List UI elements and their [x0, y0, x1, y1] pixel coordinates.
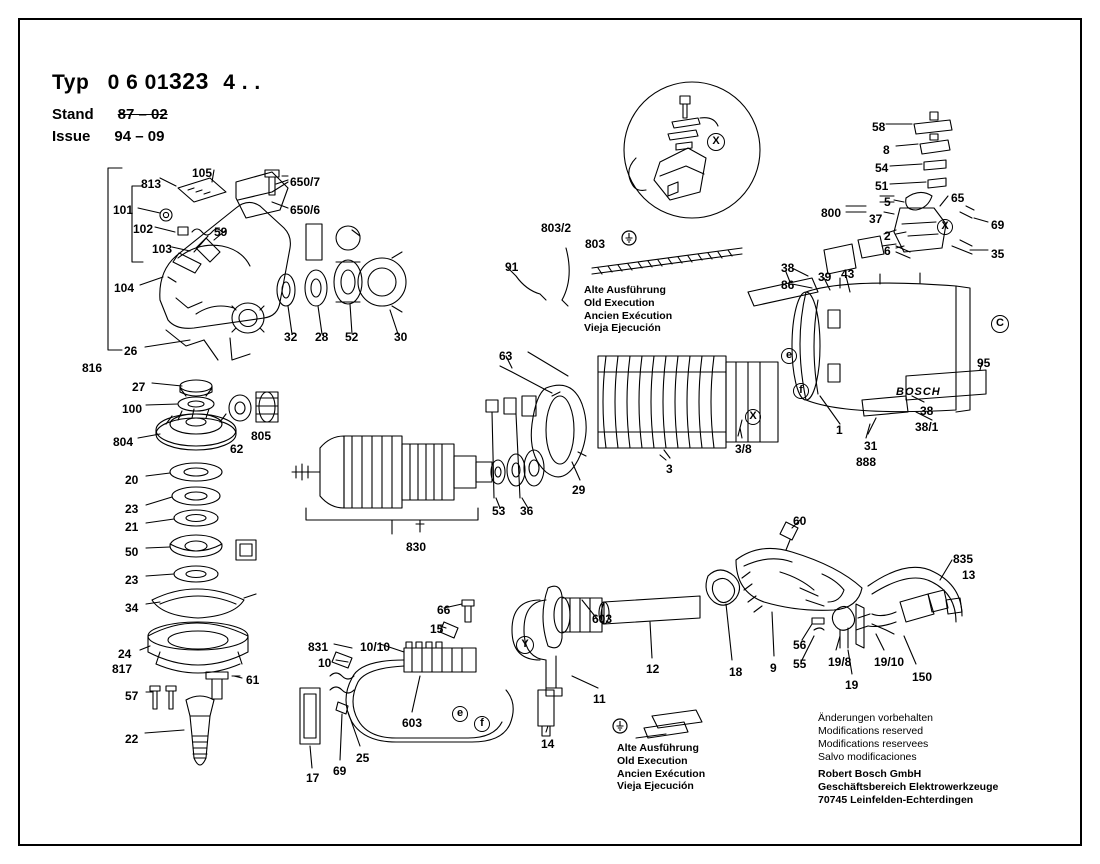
alt-note-line-de: Alte Ausführung: [584, 284, 666, 296]
issue-row: [52, 128, 164, 145]
part-callout-23: 23: [125, 502, 139, 516]
page-title: [52, 68, 261, 95]
alt-note-line-es: Vieja Ejecución: [584, 322, 661, 335]
disclaimer-line-1: Änderungen vorbehalten: [818, 712, 934, 724]
part-callout-817: 817: [112, 662, 133, 676]
part-callout-603: 603: [402, 716, 423, 730]
bosch-logo: BOSCH: [896, 386, 941, 398]
part-callout-69: 69: [991, 218, 1005, 232]
part-callout-66: 66: [437, 603, 451, 617]
part-callout-38-1: 38/1: [915, 420, 939, 434]
part-callout-12: 12: [646, 662, 660, 676]
part-callout-91: 91: [505, 260, 519, 274]
part-callout-603: 603: [592, 612, 613, 626]
typ-number-prefix: 0 6 01: [107, 71, 170, 94]
part-callout-19: 19: [845, 678, 859, 692]
part-callout-36: 36: [520, 504, 534, 518]
part-callout-95: 95: [977, 356, 991, 370]
part-callout-28: 28: [315, 330, 329, 344]
circled-mark-f-3: f: [793, 383, 809, 399]
part-callout-888: 888: [856, 455, 877, 469]
part-callout-650-6: 650/6: [290, 203, 321, 217]
part-callout-27: 27: [132, 380, 146, 394]
part-callout-101: 101: [113, 203, 134, 217]
part-callout-104: 104: [114, 281, 135, 295]
part-callout-59: 59: [214, 225, 228, 239]
part-callout-65: 65: [951, 191, 965, 205]
disclaimer-line-2: Modifications reserved: [818, 725, 924, 738]
alt-execution-note-center: [584, 284, 672, 335]
part-callout-53: 53: [492, 504, 506, 518]
circled-mark-e-2: e: [781, 348, 797, 364]
part-callout-5: 5: [884, 195, 891, 209]
alt-note2-line-fr: Ancien Exécution: [617, 767, 706, 780]
part-callout-2: 2: [884, 229, 891, 243]
part-callout-20: 20: [125, 473, 139, 487]
part-callout-62: 62: [230, 442, 244, 456]
part-callout-38: 38: [920, 404, 934, 418]
part-callout-6: 6: [884, 244, 891, 258]
part-callout-3: 3: [666, 462, 673, 476]
stand-row: [52, 106, 168, 123]
part-callout-804: 804: [113, 435, 134, 449]
alt-note2-line-de: Alte Ausführung: [617, 742, 699, 754]
part-callout-18: 18: [729, 665, 743, 679]
part-callout-14: 14: [541, 737, 555, 751]
circled-mark-f-8: f: [474, 716, 490, 732]
typ-number-suffix: 4 . .: [223, 71, 261, 94]
part-callout-61: 61: [246, 673, 260, 687]
part-callout-803-2: 803/2: [541, 221, 572, 235]
part-callout-30: 30: [394, 330, 408, 344]
part-callout-50: 50: [125, 545, 139, 559]
part-callout-52: 52: [345, 330, 359, 344]
circled-mark-e-7: e: [452, 706, 468, 722]
part-callout-21: 21: [125, 520, 139, 534]
part-callout-60: 60: [793, 514, 807, 528]
part-callout-43: 43: [841, 267, 855, 281]
part-callout-29: 29: [572, 483, 586, 497]
part-callout-63: 63: [499, 349, 513, 363]
part-callout-22: 22: [125, 732, 139, 746]
typ-label: Typ: [52, 71, 90, 94]
stand-value: 87 – 02: [117, 106, 168, 123]
typ-number-mid: 323: [169, 68, 209, 94]
part-callout-23: 23: [125, 573, 139, 587]
part-callout-8: 8: [883, 143, 890, 157]
company-line-1: Robert Bosch GmbH: [818, 768, 922, 780]
part-callout-831: 831: [308, 640, 329, 654]
part-callout-3-8: 3/8: [735, 442, 752, 456]
alt-note2-line-en: Old Execution: [617, 754, 688, 767]
part-callout-650-7: 650/7: [290, 175, 321, 189]
part-callout-37: 37: [869, 212, 883, 226]
part-callout-803: 803: [585, 237, 606, 251]
disclaimer-line-3: Modifications reservees: [818, 738, 929, 751]
part-callout-56: 56: [793, 638, 807, 652]
part-callout-1: 1: [836, 423, 843, 437]
part-callout-39: 39: [818, 270, 832, 284]
part-callout-31: 31: [864, 439, 878, 453]
circled-mark-x-5: X: [937, 219, 953, 235]
part-callout-102: 102: [133, 222, 154, 236]
part-callout-150: 150: [912, 670, 933, 684]
part-callout-15: 15: [430, 622, 444, 636]
circled-mark-x-0: X: [707, 133, 725, 151]
part-callout-10: 10: [318, 656, 332, 670]
company-line-2: Geschäftsbereich Elektrowerkzeuge: [818, 781, 999, 794]
disclaimer-line-4: Salvo modificaciones: [818, 751, 917, 764]
alt-note-line-fr: Ancien Exécution: [584, 309, 673, 322]
part-callout-800: 800: [821, 206, 842, 220]
issue-value: 94 – 09: [114, 128, 165, 145]
part-callout-816: 816: [82, 361, 103, 375]
part-callout-86: 86: [781, 278, 795, 292]
part-callout-17: 17: [306, 771, 320, 785]
part-callout-830: 830: [406, 540, 427, 554]
part-callout-32: 32: [284, 330, 298, 344]
stand-label: Stand: [52, 106, 94, 123]
issue-label: Issue: [52, 128, 91, 145]
part-callout-19-8: 19/8: [828, 655, 852, 669]
earth-ground-icon-2: [612, 718, 628, 734]
disclaimer-block: [818, 712, 933, 765]
circled-mark-c-1: C: [991, 315, 1009, 333]
part-callout-38: 38: [781, 261, 795, 275]
part-callout-25: 25: [356, 751, 370, 765]
part-callout-100: 100: [122, 402, 143, 416]
part-callout-54: 54: [875, 161, 889, 175]
circled-mark-x-4: X: [745, 409, 761, 425]
earth-ground-icon-1: [621, 230, 637, 246]
part-callout-805: 805: [251, 429, 272, 443]
part-callout-24: 24: [118, 647, 132, 661]
part-callout-19-10: 19/10: [874, 655, 905, 669]
part-callout-11: 11: [593, 692, 606, 706]
part-callout-10-10: 10/10: [360, 640, 391, 654]
part-callout-813: 813: [141, 177, 162, 191]
alt-execution-note-bottom: [617, 742, 705, 793]
part-callout-13: 13: [962, 568, 976, 582]
part-callout-55: 55: [793, 657, 807, 671]
circled-mark-y-6: Y: [516, 636, 534, 654]
part-callout-103: 103: [152, 242, 173, 256]
part-callout-34: 34: [125, 601, 139, 615]
part-callout-835: 835: [953, 552, 974, 566]
alt-note-line-en: Old Execution: [584, 296, 655, 309]
part-callout-58: 58: [872, 120, 886, 134]
part-callout-35: 35: [991, 247, 1005, 261]
part-callout-69: 69: [333, 764, 347, 778]
company-line-3: 70745 Leinfelden-Echterdingen: [818, 794, 974, 807]
part-callout-51: 51: [875, 179, 889, 193]
part-callout-57: 57: [125, 689, 139, 703]
part-callout-26: 26: [124, 344, 138, 358]
part-callout-9: 9: [770, 661, 777, 675]
part-callout-105: 105: [192, 166, 213, 180]
alt-note2-line-es: Vieja Ejecución: [617, 780, 694, 793]
company-block: [818, 768, 998, 807]
